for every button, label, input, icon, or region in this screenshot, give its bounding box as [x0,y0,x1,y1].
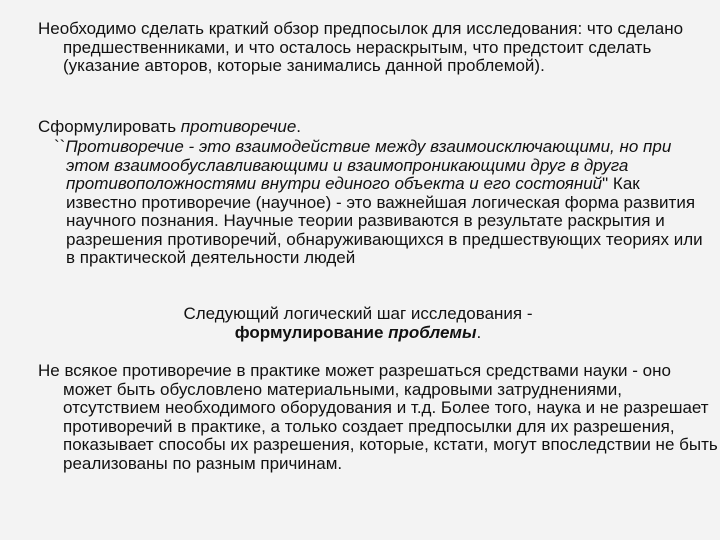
intro-text: Необходимо сделать краткий обзор предпосылок для исследования: что сделано предшественниками, и что осталось нераскрытым, что предстоит сделать (указание авторов, которые занимались данной проблемой). [38,19,684,75]
next-step-bold-italic: проблемы [388,322,477,342]
intro-paragraph [38,20,720,76]
formulate-lead: Сформулировать [38,117,181,136]
next-step-paragraph [38,305,678,342]
formulate-emphasis: противоречие [180,117,297,136]
closing-paragraph [38,362,720,473]
contradiction-close-quote: " [602,174,609,193]
next-step-tail: . [476,322,482,342]
contradiction-rest: Как известно противоречие (научное) - это важнейшая логическая форма развития научного познания. Научные теории развиваются в результате раскрытия и разрешения противоречий, обнаруживающихся в предшествующих теориях или в практической деятельности людей [66,174,703,267]
formulate-tail: . [296,117,302,136]
formulate-paragraph [38,118,698,137]
contradiction-open-quote: `` [54,137,66,156]
closing-text: Не всякое противоречие в практике может разрешаться средствами науки - оно может быть обусловлено материальными, кадровыми затруднениями, отсутствием необходимого оборудования и т.д. Более того, наука и не разрешает противоречий в практике, а только создает предпосылки для их разрешения, показывает способы их разрешения, которые, кстати, могут впоследствии не быть реализованы по разным причинам. [38,361,718,473]
next-step-line1: Следующий логический шаг исследования - [183,304,533,323]
next-step-bold: формулирование [234,322,389,342]
contradiction-paragraph [54,138,706,268]
contradiction-definition: Противоречие - это взаимодействие между взаимоисключающими, но при этом взаимообуславливающими и взаимопроникающими друг в друга противоположностями внутри единого объекта и его состояний [65,137,672,193]
